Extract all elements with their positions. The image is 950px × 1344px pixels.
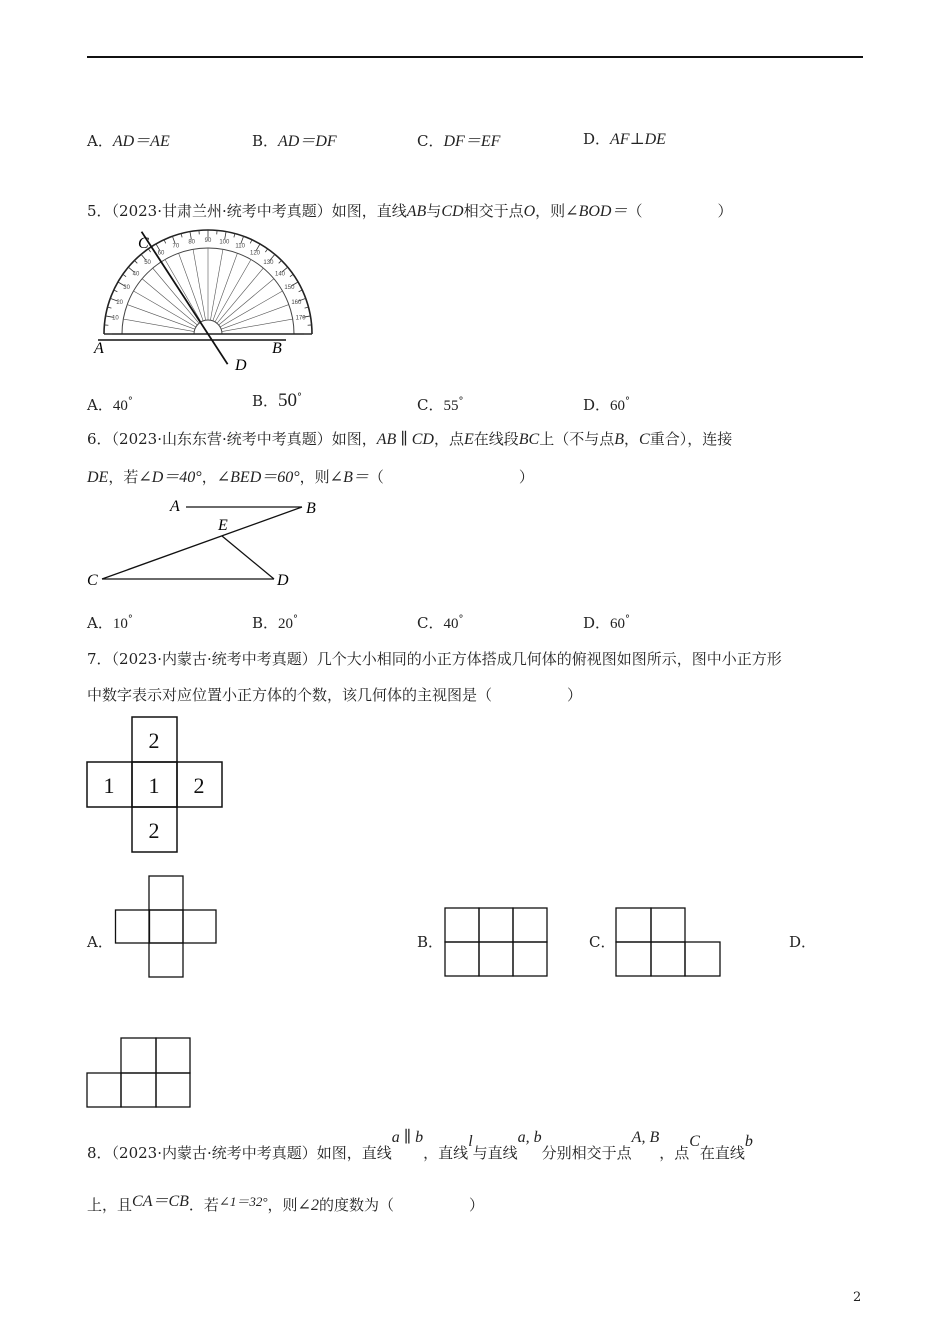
stem-text: 的度数为（ ） (318, 1196, 484, 1214)
option-value: 20 (278, 616, 294, 632)
option-label: D． (583, 396, 611, 414)
protractor-scale-label: 120 (249, 250, 261, 257)
math-a-b: a, b (517, 1129, 542, 1146)
stem-text: ， (624, 430, 640, 448)
protractor-tick (172, 236, 175, 244)
math-points: A, B (631, 1129, 660, 1146)
stem-text: 如图，直线 (331, 202, 407, 220)
option-value: 60 (610, 616, 626, 632)
math-cond1: ∠D＝40° (138, 469, 202, 486)
q6-option-b[interactable] (252, 612, 298, 633)
protractor-radial (217, 268, 263, 323)
label-a: A (170, 498, 180, 515)
math-c: C (689, 1133, 700, 1150)
math-c: C (639, 431, 650, 448)
stem-text: ，直线 (423, 1144, 469, 1162)
math-cd: CD (441, 203, 464, 220)
q4-option-b[interactable] (252, 128, 337, 151)
option-label: D． (583, 130, 611, 148)
option-value: 60 (610, 398, 626, 414)
protractor-tick (265, 249, 267, 252)
protractor-tick (241, 236, 244, 244)
page-number: 2 (853, 1290, 862, 1305)
option-value: 55 (443, 398, 459, 414)
option-label: B． (252, 614, 279, 632)
degree-sign: ° (625, 396, 631, 407)
degree-sign: ° (127, 396, 133, 407)
option-label: B． (252, 392, 279, 410)
protractor-scale-label: 90 (204, 238, 212, 244)
stem-text: 重合），连接 (649, 430, 733, 448)
math-ask: ∠2 (297, 1197, 319, 1214)
q7-option-d-figure[interactable] (86, 1037, 194, 1111)
option-value: 40 (443, 616, 459, 632)
option-label: A． (87, 396, 113, 414)
q6-option-a[interactable] (87, 612, 133, 633)
q5-option-c[interactable] (417, 394, 463, 415)
stem-text: ，若 (108, 468, 139, 486)
question-number: 8． (87, 1144, 112, 1162)
q7-option-d-label[interactable]: D． (789, 933, 817, 951)
protractor-tick (299, 290, 303, 292)
q8-stem-line1 (87, 1129, 753, 1163)
label-c: C (138, 235, 149, 252)
count-top: 2 (148, 728, 160, 753)
option-text: AF⊥DE (610, 131, 666, 148)
protractor-figure (90, 226, 320, 376)
stem-text: 几个大小相同的小正方体搭成几何体的俯视图如图所示，图中小正方形 (316, 650, 782, 668)
protractor-tick (250, 240, 252, 244)
question-source: （2023·山东东营·统考中考真题） (111, 430, 332, 448)
math-cond2: ∠BED＝60° (216, 469, 300, 486)
protractor-tick (123, 274, 126, 276)
protractor-scale-label: 20 (116, 299, 124, 306)
protractor-tick (190, 232, 191, 240)
label-d: D (235, 357, 247, 374)
answer-paren: （ ） (627, 202, 733, 220)
math-cond: ∠1＝32° (218, 1194, 268, 1209)
stem-text: 与 (426, 202, 442, 220)
q7-option-a-figure[interactable] (115, 875, 219, 979)
protractor-scale-label: 30 (123, 285, 130, 291)
protractor-radial (153, 268, 199, 323)
q4-option-a[interactable] (87, 128, 170, 151)
stem-text: ．若 (188, 1196, 219, 1214)
math-b: b (744, 1133, 753, 1150)
degree-sign: ° (127, 614, 133, 625)
label-b: B (272, 340, 282, 357)
option-text: DF＝EF (443, 133, 501, 150)
option-value: 10 (112, 616, 128, 632)
protractor-radial (142, 279, 197, 325)
option-label: B． (252, 132, 279, 150)
protractor-scale-label: 50 (144, 259, 151, 266)
protractor-tick (225, 232, 226, 240)
degree-sign: ° (293, 614, 299, 625)
segment-ed (222, 536, 274, 579)
stem-text: 上，且 (87, 1196, 133, 1214)
stem-text: ，则 (299, 468, 330, 486)
option-label: A． (87, 614, 113, 632)
math-parallel: AB ∥ CD (376, 431, 434, 448)
stem-text: 相交于点 (463, 202, 524, 220)
protractor-tick (114, 290, 118, 292)
protractor-scale-label: 70 (172, 243, 180, 250)
option-label: C． (417, 132, 444, 150)
stem-text: 在直线 (699, 1144, 745, 1162)
q7-option-b-label[interactable]: B． (417, 933, 444, 951)
math-b: B (614, 431, 625, 448)
question-number: 7． (87, 650, 112, 668)
math-ab-parallel: a ∥ b (391, 1129, 424, 1146)
q7-stem-line1 (87, 648, 782, 669)
q5-option-a[interactable] (87, 394, 133, 415)
stem-text: ， (201, 468, 217, 486)
q7-option-c-figure[interactable] (615, 907, 723, 979)
q5-option-d[interactable] (583, 394, 630, 415)
degree-sign: ° (297, 392, 303, 403)
count-center: 1 (148, 773, 160, 798)
stem-text: ，点 (433, 430, 464, 448)
math-de: DE (87, 469, 109, 486)
stem-text: 上（不与点 (539, 430, 615, 448)
q7-top-view (86, 716, 226, 856)
protractor-tick (279, 260, 282, 263)
protractor-scale-label: 100 (219, 239, 230, 246)
math-l: l (468, 1133, 473, 1150)
degree-sign: ° (458, 614, 464, 625)
q6-option-c[interactable] (417, 612, 463, 633)
q8-stem-line2 (87, 1192, 484, 1215)
label-c: C (87, 572, 98, 589)
q7-option-b-figure[interactable] (444, 907, 550, 979)
option-label: D． (583, 614, 611, 632)
protractor-radial (219, 279, 274, 325)
label-e: E (218, 517, 228, 534)
count-left: 1 (103, 773, 115, 798)
question-source: （2023·甘肃兰州·统考中考真题） (111, 202, 332, 220)
stem-text: 中数字表示对应位置小正方体的个数，该几何体的主视图是（ ） (87, 686, 583, 704)
option-value: 50 (278, 390, 298, 411)
question-source: （2023·内蒙古·统考中考真题） (111, 1144, 317, 1162)
math-e: E (463, 431, 474, 448)
count-bottom: 2 (148, 818, 160, 843)
stem-text: ，则 (535, 202, 566, 220)
protractor-scale-label: 130 (263, 259, 274, 266)
stem-text: ，则 (267, 1196, 298, 1214)
degree-sign: ° (458, 396, 464, 407)
segment-bc (102, 507, 302, 579)
stem-text: 在线段 (473, 430, 519, 448)
option-text: AD＝DF (278, 133, 337, 150)
protractor-scale-label: 40 (132, 271, 140, 278)
stem-text: ，点 (659, 1144, 690, 1162)
protractor-tick (290, 274, 293, 276)
protractor-tick (164, 240, 166, 244)
protractor-tick (148, 249, 150, 252)
q7-stem-line2 (87, 684, 582, 705)
option-label: A． (87, 132, 113, 150)
count-right: 2 (193, 773, 205, 798)
question-number: 5． (87, 202, 112, 220)
option-label: C． (417, 614, 444, 632)
q5-stem (87, 198, 732, 221)
question-number: 6． (87, 430, 112, 448)
math-angle: ∠BOD＝ (565, 203, 628, 220)
protractor-scale-label: 150 (284, 285, 295, 291)
q6-figure (84, 492, 324, 592)
option-value: 40 (112, 398, 128, 414)
stem-text: 如图， (331, 430, 377, 448)
stem-text: 分别相交于点 (541, 1144, 632, 1162)
math-o: O (523, 203, 536, 220)
header-rule (87, 56, 863, 58)
protractor-scale-label: 110 (235, 243, 245, 250)
stem-text: 如图，直线 (316, 1144, 392, 1162)
q6-stem-line1 (87, 428, 732, 449)
protractor-scale-label: 170 (295, 315, 306, 322)
protractor-tick (134, 260, 137, 263)
label-d: D (277, 572, 289, 589)
q6-option-d[interactable] (583, 612, 630, 633)
q5-option-b[interactable] (252, 390, 302, 412)
protractor-scale-label: 140 (275, 271, 286, 278)
q7-option-a-label[interactable]: A． (87, 933, 113, 951)
degree-sign: ° (625, 614, 631, 625)
math-eq: CA＝CB (132, 1193, 189, 1210)
option-text: AD＝AE (112, 133, 170, 150)
q7-option-c-label[interactable]: C． (589, 933, 616, 951)
label-b: B (306, 500, 316, 517)
answer-paren: （ ） (368, 468, 534, 486)
protractor-scale-label: 160 (291, 299, 302, 306)
protractor-scale-label: 80 (188, 239, 196, 246)
q4-option-d[interactable] (583, 128, 666, 149)
q6-stem-line2 (87, 464, 534, 487)
stem-text: 与直线 (472, 1144, 518, 1162)
math-ask: ∠B＝ (329, 469, 369, 486)
math-bc: BC (518, 431, 540, 448)
question-source: （2023·内蒙古·统考中考真题） (111, 650, 317, 668)
option-label: C． (417, 396, 444, 414)
q4-option-c[interactable] (417, 128, 500, 151)
math-ab: AB (406, 203, 427, 220)
protractor-scale-label: 10 (112, 315, 119, 322)
protractor-scale-label: 60 (157, 250, 165, 257)
label-a: A (94, 340, 104, 357)
